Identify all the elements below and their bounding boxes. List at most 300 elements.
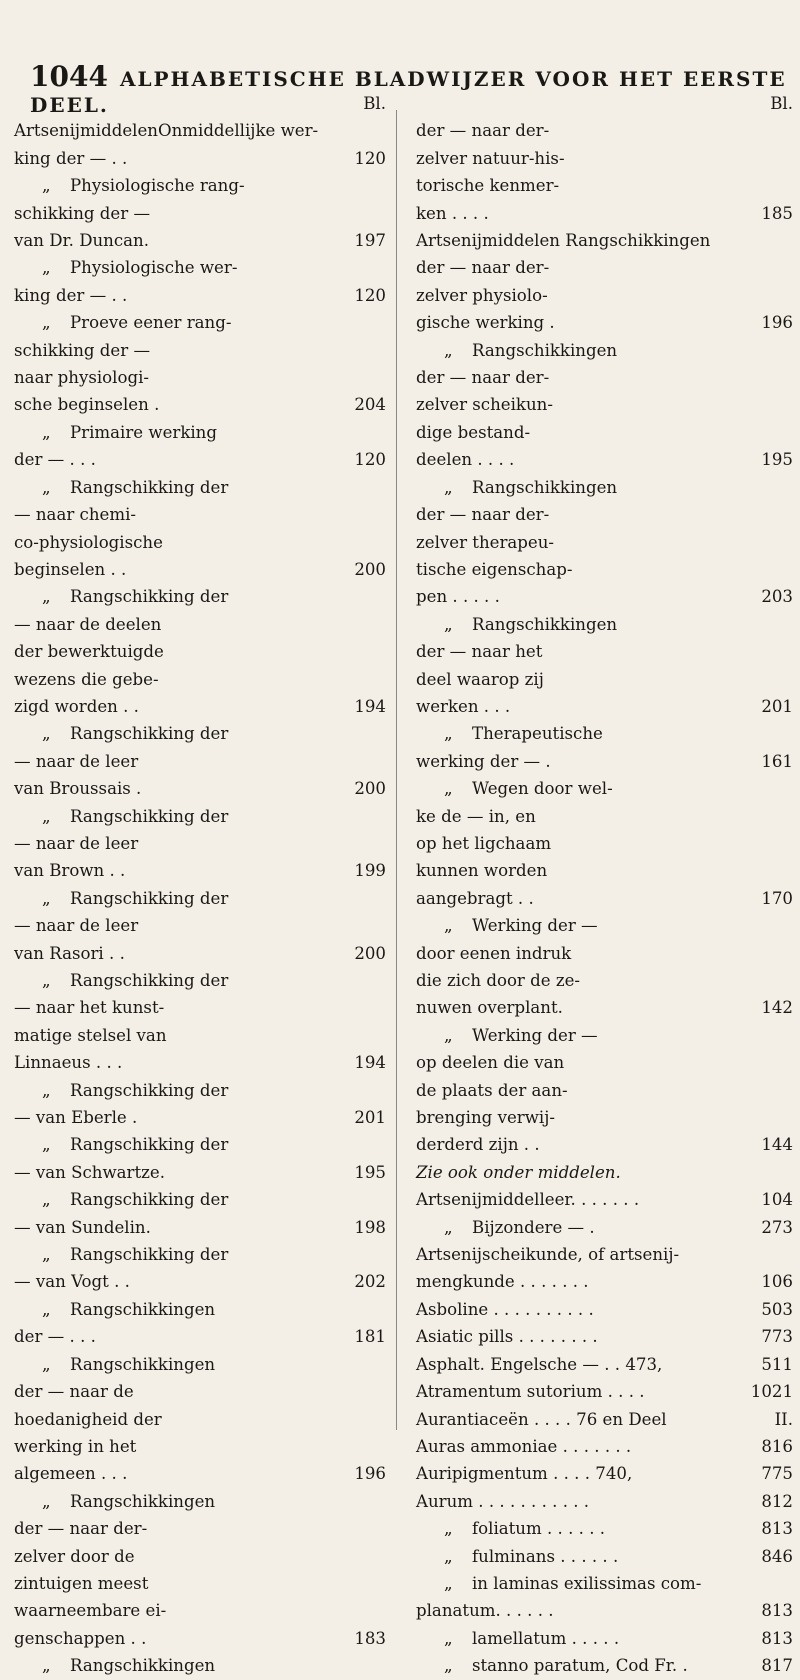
- index-entry: [6, 1625, 386, 1652]
- page-reference: 185: [761, 203, 793, 223]
- ditto-mark: „: [42, 1135, 51, 1155]
- index-entry-text: [6, 117, 336, 144]
- entry-label: Rangschikking der: [70, 724, 229, 744]
- page-reference: 773: [761, 1327, 793, 1347]
- index-entry: [408, 364, 793, 391]
- entry-label: zelver natuur-his-: [416, 148, 565, 168]
- index-entry: [408, 172, 793, 199]
- page-reference: 273: [761, 1217, 793, 1237]
- page-reference: 201: [354, 1108, 386, 1128]
- bl-label-row: [6, 90, 386, 117]
- index-entry-text: [408, 117, 743, 144]
- page-reference: 194: [354, 696, 386, 716]
- index-entry: [408, 282, 793, 309]
- page-reference: II.: [774, 1409, 793, 1429]
- index-entry: [408, 227, 793, 254]
- entry-label: — van Vogt . .: [14, 1272, 130, 1292]
- index-entry-text: [6, 254, 336, 281]
- index-entry: [6, 830, 386, 857]
- entry-label: Rangschikkingen: [70, 1299, 216, 1319]
- page-reference: 120: [354, 450, 386, 470]
- index-entry: [6, 1268, 386, 1295]
- entry-label: Proeve eener rang-: [70, 313, 232, 333]
- entry-label: — naar chemi-: [14, 505, 136, 525]
- page-reference: 813: [761, 1519, 793, 1539]
- page-reference: 201: [761, 696, 793, 716]
- page-number: 1044: [30, 60, 108, 93]
- ditto-mark: „: [42, 1354, 51, 1374]
- ditto-mark: „: [42, 1491, 51, 1511]
- page-reference: 511: [761, 1354, 793, 1374]
- entry-label: stanno paratum, Cod Fr. .: [472, 1656, 688, 1676]
- page-reference: 200: [354, 559, 386, 579]
- page-reference: 775: [761, 1464, 793, 1484]
- column-divider: [396, 110, 397, 1430]
- entry-label: derderd zijn . .: [416, 1135, 540, 1155]
- index-entry: [6, 1406, 386, 1433]
- index-entry-text: [6, 1323, 336, 1350]
- index-entry-text: [6, 1543, 336, 1570]
- ditto-mark: „: [444, 724, 453, 744]
- entry-label: der — naar der-: [416, 505, 550, 525]
- ditto-mark: „: [42, 1299, 51, 1319]
- entry-label: algemeen . . .: [14, 1464, 128, 1484]
- entry-label: Primaire werking: [70, 422, 217, 442]
- index-entry: [408, 1186, 793, 1213]
- index-entry-text: [408, 364, 743, 391]
- index-entry-text: [6, 720, 336, 747]
- index-entry-text: [6, 940, 336, 967]
- index-entry: [6, 1049, 386, 1076]
- index-entry: [6, 145, 386, 172]
- index-entry: [6, 254, 386, 281]
- index-entry-text: [6, 1570, 336, 1597]
- index-entry: [408, 117, 793, 144]
- index-entry: [408, 1296, 793, 1323]
- index-entry-text: [408, 857, 743, 884]
- index-entry-text: [408, 885, 743, 912]
- entry-label: — naar de deelen: [14, 614, 162, 634]
- ditto-mark: „: [444, 1628, 453, 1648]
- index-entry: [6, 720, 386, 747]
- index-entry-text: [408, 1433, 743, 1460]
- page-reference: 198: [354, 1217, 386, 1237]
- page-reference: 200: [354, 779, 386, 799]
- index-entry-text: [6, 748, 336, 775]
- entry-label: werken . . .: [416, 696, 511, 716]
- index-entry: [408, 1515, 793, 1542]
- index-entry: [6, 1131, 386, 1158]
- index-entry: [408, 1433, 793, 1460]
- entry-label: Zie ook onder middelen.: [416, 1162, 621, 1182]
- index-entry: [6, 391, 386, 418]
- index-entry: [408, 474, 793, 501]
- index-entry: [408, 1049, 793, 1076]
- index-entry: [6, 748, 386, 775]
- index-entry-text: [6, 556, 336, 583]
- index-entry-text: [6, 1515, 336, 1542]
- ditto-mark: „: [42, 477, 51, 497]
- index-entry-text: [408, 1488, 743, 1515]
- entry-label: van Broussais .: [14, 779, 142, 799]
- index-entry: [408, 529, 793, 556]
- index-entry-text: [408, 775, 743, 802]
- entry-label: der bewerktuigde: [14, 642, 164, 662]
- entry-label: gische werking .: [416, 313, 555, 333]
- entry-label: Therapeutische: [472, 724, 603, 744]
- index-entry: [408, 1378, 793, 1405]
- index-entry-text: [6, 1022, 336, 1049]
- index-entry: [6, 172, 386, 199]
- entry-label: Wegen door wel-: [472, 779, 613, 799]
- index-entry: [6, 1597, 386, 1624]
- index-entry-text: [408, 1625, 743, 1652]
- index-entry-text: [408, 1652, 743, 1679]
- index-entry-text: [6, 1104, 336, 1131]
- index-entry: [408, 1131, 793, 1158]
- index-entry: [408, 145, 793, 172]
- index-entry: [6, 1077, 386, 1104]
- entry-label: Rangschikking der: [70, 1135, 229, 1155]
- index-entry-text: [408, 611, 743, 638]
- index-entry-text: [6, 364, 336, 391]
- index-entry: [408, 1597, 793, 1624]
- index-entry: [408, 857, 793, 884]
- index-entry: [408, 1104, 793, 1131]
- index-entry: [408, 1323, 793, 1350]
- index-entry: [408, 1543, 793, 1570]
- entry-label: Asphalt. Engelsche — . . 473,: [416, 1354, 663, 1374]
- index-entry-text: [6, 583, 336, 610]
- entry-label: Werking der —: [472, 1025, 598, 1045]
- index-entry-text: [6, 994, 336, 1021]
- index-entry: [6, 940, 386, 967]
- index-entry: [408, 1022, 793, 1049]
- entry-label: mengkunde . . . . . . .: [416, 1272, 589, 1292]
- index-entry-text: [408, 1570, 743, 1597]
- index-entry: [6, 803, 386, 830]
- ditto-mark: „: [42, 1080, 51, 1100]
- entry-label: — van Eberle .: [14, 1108, 138, 1128]
- index-entry: [408, 693, 793, 720]
- entry-label: foliatum . . . . . .: [472, 1519, 606, 1539]
- index-entry-text: [408, 501, 743, 528]
- index-entry-text: [408, 1515, 743, 1542]
- entry-label: Rangschikking der: [70, 888, 229, 908]
- entry-label: Aurum . . . . . . . . . . .: [416, 1491, 590, 1511]
- index-entry-text: [408, 693, 743, 720]
- index-entry-text: [6, 1077, 336, 1104]
- index-entry-text: [6, 1460, 336, 1487]
- index-entry: [408, 940, 793, 967]
- page-reference: 181: [354, 1327, 386, 1347]
- entry-label: ken . . . .: [416, 203, 489, 223]
- page-reference: 199: [354, 861, 386, 881]
- index-entry: [6, 556, 386, 583]
- entry-label: naar physiologi-: [14, 368, 150, 388]
- index-entry: [408, 912, 793, 939]
- page-reference: 1021: [750, 1382, 793, 1402]
- index-entry-text: [408, 583, 743, 610]
- index-entry-text: [408, 227, 743, 254]
- page-reference: 812: [761, 1491, 793, 1511]
- entry-label: in laminas exilissimas com-: [472, 1573, 702, 1593]
- index-entry: [408, 1625, 793, 1652]
- entry-label: Linnaeus . . .: [14, 1053, 123, 1073]
- index-entry-text: [408, 1186, 743, 1213]
- entry-label: schikking der —: [14, 340, 151, 360]
- index-entry-text: [408, 1268, 743, 1295]
- index-entry-text: [408, 200, 743, 227]
- page-reference: 194: [354, 1053, 386, 1073]
- page-reference: 200: [354, 943, 386, 963]
- index-entry: [408, 967, 793, 994]
- page-reference: 813: [761, 1601, 793, 1621]
- entry-label: der — naar der-: [416, 368, 550, 388]
- index-entry: [6, 1433, 386, 1460]
- index-entry: [6, 337, 386, 364]
- entry-label: Rangschikking der: [70, 477, 229, 497]
- index-entry: [6, 1488, 386, 1515]
- index-entry-text: [408, 1159, 743, 1186]
- index-entry-text: [408, 145, 743, 172]
- index-entry-text: [408, 720, 743, 747]
- index-entry: [6, 227, 386, 254]
- entry-label: Physiologische wer-: [70, 258, 238, 278]
- index-entry-text: [408, 830, 743, 857]
- ditto-mark: „: [444, 477, 453, 497]
- ditto-mark: „: [444, 1546, 453, 1566]
- entry-label: Physiologische rang-: [70, 176, 245, 196]
- entry-label: Rangschikking der: [70, 1080, 229, 1100]
- index-entry-text: [6, 474, 336, 501]
- entry-label: deelen . . . .: [416, 450, 515, 470]
- entry-label: Rangschikking der: [70, 971, 229, 990]
- index-entry-text: [408, 1406, 743, 1433]
- ditto-mark: „: [42, 313, 51, 333]
- index-entry-text: [408, 529, 743, 556]
- entry-label: Rangschikking der: [70, 1245, 229, 1265]
- index-entry: [408, 309, 793, 336]
- index-entry-text: [408, 1597, 743, 1624]
- entry-label: — naar de leer: [14, 833, 139, 853]
- entry-label: op deelen die van: [416, 1053, 565, 1073]
- index-entry: [6, 1296, 386, 1323]
- index-entry-text: [408, 391, 743, 418]
- index-entry: [6, 666, 386, 693]
- index-entry: [6, 638, 386, 665]
- page-reference: 161: [761, 751, 793, 771]
- index-entry: [6, 419, 386, 446]
- page-reference: 144: [761, 1135, 793, 1155]
- index-entry: [408, 501, 793, 528]
- index-entry: [408, 1460, 793, 1487]
- index-entry-text: [408, 1543, 743, 1570]
- index-entry: [6, 117, 386, 144]
- entry-label: Auripigmentum . . . . 740,: [416, 1464, 633, 1484]
- entry-label: brenging verwij-: [416, 1108, 555, 1128]
- index-entry-text: [408, 803, 743, 830]
- index-entry: [408, 200, 793, 227]
- index-entry-text: [408, 994, 743, 1021]
- entry-label: Rangschikking der: [70, 587, 229, 607]
- page-reference: 106: [761, 1272, 793, 1292]
- index-entry-text: [408, 967, 743, 994]
- index-entry: [408, 1241, 793, 1268]
- entry-label: Rangschikkingen: [472, 477, 618, 497]
- index-entry: [408, 885, 793, 912]
- bl-label-row: [408, 90, 793, 117]
- index-entry: [6, 1351, 386, 1378]
- index-entry-text: [6, 1488, 336, 1515]
- index-entry-text: [408, 638, 743, 665]
- ditto-mark: „: [42, 1656, 51, 1676]
- ditto-mark: „: [42, 176, 51, 196]
- index-entry: [408, 446, 793, 473]
- index-entry-text: [6, 309, 336, 336]
- index-entry: [6, 1186, 386, 1213]
- index-entry: [408, 666, 793, 693]
- entry-label: — naar de leer: [14, 751, 139, 771]
- entry-label: door eenen indruk: [416, 943, 572, 963]
- index-entry-text: [408, 1077, 743, 1104]
- index-entry-text: [6, 1652, 336, 1679]
- index-entry-text: [6, 1268, 336, 1295]
- index-entry: [6, 775, 386, 802]
- index-entry-text: [408, 1049, 743, 1076]
- index-entry: [6, 1104, 386, 1131]
- index-entry: [408, 337, 793, 364]
- entry-label: wezens die gebe-: [14, 669, 159, 689]
- index-entry-text: [408, 172, 743, 199]
- entry-label: co-physiologische: [14, 532, 163, 552]
- page-reference: 142: [761, 998, 793, 1018]
- page-reference: 817: [761, 1656, 793, 1676]
- index-entry: [6, 967, 386, 994]
- index-entry-text: [6, 200, 336, 227]
- right-column: [408, 90, 793, 1680]
- index-entry-text: [6, 803, 336, 830]
- left-index-lines: [6, 117, 386, 1679]
- page-title: ALPHABETISCHE BLADWIJZER VOOR HET EERSTE DEEL.: [30, 67, 787, 117]
- index-entry: [6, 1543, 386, 1570]
- index-entry-text: [6, 1406, 336, 1433]
- right-index-lines: [408, 117, 793, 1679]
- page-reference: 197: [354, 231, 386, 251]
- index-entry: [408, 419, 793, 446]
- index-entry-text: [408, 1104, 743, 1131]
- index-entry-text: [6, 885, 336, 912]
- entry-label: matige stelsel van: [14, 1025, 167, 1045]
- entry-label: van Rasori . .: [14, 943, 125, 963]
- index-entry-text: [408, 1460, 743, 1487]
- page-reference: 813: [761, 1628, 793, 1648]
- index-entry: [6, 282, 386, 309]
- index-entry-text: [6, 172, 336, 199]
- entry-label: der — naar der-: [14, 1519, 148, 1539]
- ditto-mark: „: [42, 806, 51, 826]
- page-reference: 120: [354, 285, 386, 305]
- index-entry: [6, 857, 386, 884]
- entry-label: Rangschikkingen: [472, 614, 618, 634]
- index-entry: [6, 1214, 386, 1241]
- index-entry: [6, 501, 386, 528]
- entry-label: werking in het: [14, 1436, 137, 1456]
- entry-label: zelver door de: [14, 1546, 135, 1566]
- index-entry: [408, 1488, 793, 1515]
- entry-label: van Dr. Duncan.: [14, 231, 150, 251]
- left-column: [6, 90, 386, 1680]
- index-entry: [408, 775, 793, 802]
- index-entry-text: [408, 446, 743, 473]
- index-entry-text: [6, 145, 336, 172]
- index-entry: [408, 748, 793, 775]
- index-entry: [6, 529, 386, 556]
- index-entry-text: [6, 282, 336, 309]
- page-reference: 104: [761, 1190, 793, 1210]
- index-entry: [6, 364, 386, 391]
- index-entry-text: [6, 638, 336, 665]
- entry-label: Artsenijmiddelen Rangschikkingen: [416, 231, 711, 251]
- entry-label: Aurantiaceën . . . . 76 en Deel: [416, 1409, 667, 1429]
- index-entry-text: [408, 912, 743, 939]
- entry-label: Rangschikkingen: [70, 1354, 216, 1374]
- index-entry-text: [6, 775, 336, 802]
- index-entry: [6, 1378, 386, 1405]
- index-entry: [408, 611, 793, 638]
- index-entry-text: [6, 912, 336, 939]
- index-entry-text: [408, 940, 743, 967]
- ditto-mark: „: [42, 888, 51, 908]
- index-entry: [6, 912, 386, 939]
- ditto-mark: „: [42, 1245, 51, 1265]
- entry-label: zintuigen meest: [14, 1573, 149, 1593]
- index-entry: [408, 1652, 793, 1679]
- index-entry: [408, 1214, 793, 1241]
- ditto-mark: „: [444, 614, 453, 634]
- entry-label: zelver scheikun-: [416, 395, 553, 415]
- entry-label: hoedanigheid der: [14, 1409, 162, 1429]
- entry-label: zelver physiolo-: [416, 285, 548, 305]
- index-entry: [6, 1159, 386, 1186]
- page-reference: 196: [761, 313, 793, 333]
- entry-label: der — naar der-: [416, 121, 550, 141]
- index-entry-text: [6, 1625, 336, 1652]
- index-entry: [408, 391, 793, 418]
- index-entry-text: [6, 1131, 336, 1158]
- index-entry-text: [408, 254, 743, 281]
- index-entry: [6, 994, 386, 1021]
- index-entry-text: [6, 1214, 336, 1241]
- entry-label: Asboline . . . . . . . . . .: [416, 1299, 594, 1319]
- entry-label: Bijzondere — .: [472, 1217, 595, 1237]
- ditto-mark: „: [444, 1217, 453, 1237]
- index-entry-text: [6, 1351, 336, 1378]
- index-entry: [6, 1022, 386, 1049]
- entry-label: beginselen . .: [14, 559, 127, 579]
- index-entry: [6, 1652, 386, 1679]
- entry-label: Auras ammoniae . . . . . . .: [416, 1436, 632, 1456]
- entry-label: planatum. . . . . .: [416, 1601, 554, 1621]
- entry-label: op het ligchaam: [416, 833, 552, 853]
- entry-label: der — naar de: [14, 1382, 134, 1402]
- index-entry-text: [6, 1597, 336, 1624]
- index-entry-text: [408, 1378, 743, 1405]
- index-entry: [6, 1323, 386, 1350]
- entry-label: aangebragt . .: [416, 888, 534, 908]
- index-entry-text: [6, 1159, 336, 1186]
- ditto-mark: „: [42, 587, 51, 607]
